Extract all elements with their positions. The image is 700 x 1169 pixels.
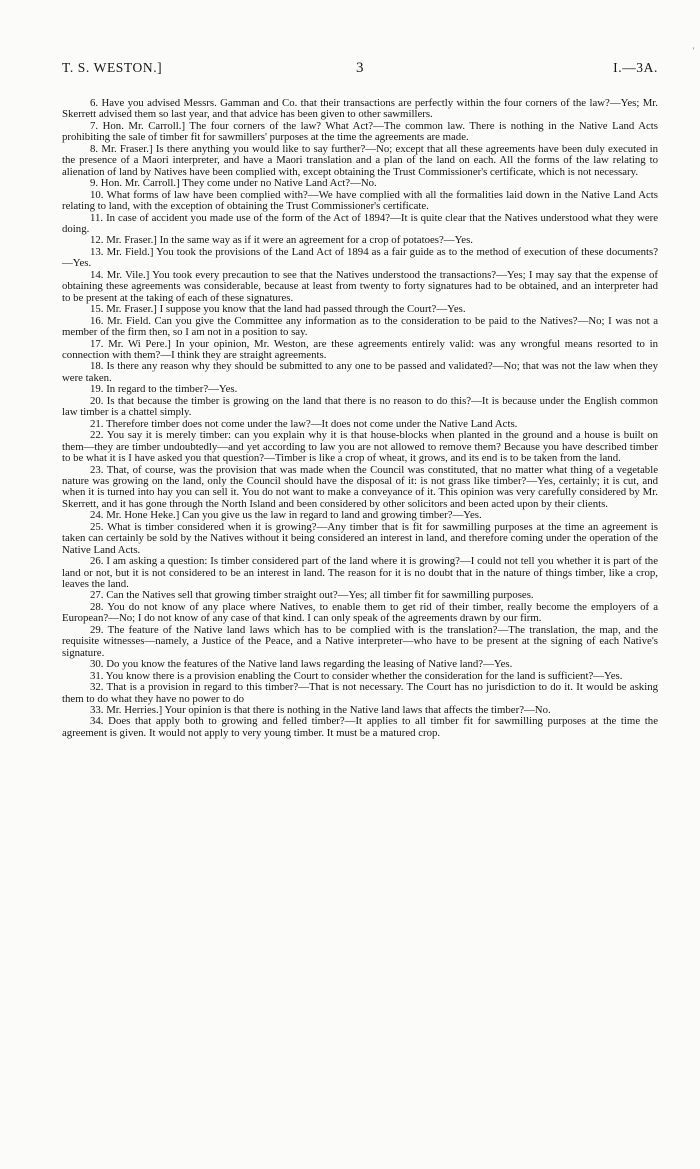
paragraph: 21. Therefore timber does not come under the law?—It does not come under the Native Land Acts. [90,417,518,430]
paragraph: 16. Mr. Field. Can you give the Committee any information as to the consideration to be paid to the Natives?—No; I was not a member of the firm then, so I am not in a position to say. [62,314,658,339]
paper-reference: I.—3A. [613,60,658,75]
paragraph: 27. Can the Natives sell that growing timber straight out?—Yes; all timber fit for sawmilling purposes. [90,589,534,602]
paragraph: 28. You do not know of any place where Natives, to enable them to get rid of their timber, really become the employers of a European?—No; I do not know of any case of that kind. I can only speak of the agreements drawn by our firm. [62,600,658,625]
document-body [62,98,658,739]
paragraph: 25. What is timber considered when it is growing?—Any timber that is fit for sawmilling purposes at the time an agreement is taken can certainly be sold by the Natives without it being considered an interest in land, and therefore coming under the operation of the Native Land Acts. [62,520,658,556]
witness-name: T. S. WESTON.] [62,60,163,75]
paragraph: 23. That, of course, was the provision that was made when the Council was constituted, that no matter what thing of a vegetable nature was growing on the land, only the Council should have the disposal of it: is not grass like timber?—Yes, certainly; it is cut, and when it is turned into hay you can sell it. You do not want to make a conveyance of it. This opinion was very carefully considered by Mr. Skerrett, and it has gone through the North Island and been considered by other solicitors and been acted upon by their clients. [62,463,658,510]
paragraph: 18. Is there any reason why they should be submitted to any one to be passed and validated?—No; that was not the law when they were taken. [62,360,658,384]
paragraph: 10. What forms of law have been complied with?—We have complied with all the formalities laid down in the Native Land Acts relating to land, with the exception of obtaining the Trust Commissioner's certificate. [62,188,658,213]
page-number: 3 [355,60,365,76]
paragraph: 31. You know there is a provision enabling the Court to consider whether the consideration for the land is sufficient?—Yes. [90,669,623,682]
paragraph: 13. Mr. Field.] You took the provisions of the Land Act of 1894 as a fair guide as to the method of execution of these documents?—Yes. [62,245,658,270]
paragraph: 33. Mr. Herries.] Your opinion is that there is nothing in the Native land laws that affects the timber?—No. [90,704,551,717]
paragraph: 30. Do you know the features of the Native land laws regarding the leasing of Native land?—Yes. [90,658,513,671]
paragraph: 17. Mr. Wi Pere.] In your opinion, Mr. Weston, are these agreements entirely valid: was any wrongful means resorted to in connection with them?—I think they are straight agreements. [62,337,658,361]
paragraph: 12. Mr. Fraser.] In the same way as if it were an agreement for a crop of potatoes?—Yes. [90,234,473,247]
paragraph: 26. I am asking a question: Is timber considered part of the land where it is growing?—I could not tell you whether it is part of the land or not, but it is not considered to be an interest in land. The reason for it is no doubt that in the nature of things timber, like a crop, leaves the land. [62,555,658,591]
paragraph: 20. Is that because the timber is growing on the land that there is no reason to do this?—It is because under the English common law timber is a chattel simply. [62,394,658,419]
paragraph: 11. In case of accident you made use of the form of the Act of 1894?—It is quite clear that the Natives understood what they were doing. [62,211,658,235]
paragraph: 14. Mr. Vile.] You took every precaution to see that the Natives understood the transactions?—Yes; I may say that the expense of obtaining these agreements was considerable, because at least from twenty to forty signatures had to be obtained, and an interpreter had to be present at the taking of each of these signatures. [62,268,658,304]
paragraph: 9. Hon. Mr. Carroll.] They come under no Native Land Act?—No. [90,177,377,190]
margin-mark: ' [692,46,694,55]
paragraph: 7. Hon. Mr. Carroll.] The four corners of the law? What Act?—The common law. There is nothing in the Native Land Acts prohibiting the sale of timber fit for sawmillers' purposes at the time the agreements are made. [62,119,658,144]
paragraph: 32. That is a provision in regard to this timber?—That is not necessary. The Court has no jurisdiction to do it. It would be asking them to do what they have no power to do [62,681,658,705]
paragraph: 22. You say it is merely timber: can you explain why it is that house-blocks when planted in the ground and a house is built on them—they are timber undoubtedly—and yet according to law you are not allowed to remove them? Because you have described timber to be what it is I have asked you that question?—Timber is like a crop of wheat, it grows, and its end is to be taken from the land. [62,429,658,465]
paragraph: 24. Mr. Hone Heke.] Can you give us the law in regard to land and growing timber?—Yes. [90,509,482,522]
paragraph: 8. Mr. Fraser.] Is there anything you would like to say further?—No; except that all these agreements have been duly executed in the presence of a Maori interpreter, and have a Maori translation and a plan of the land on each. All the forms of the law relating to alienation of land by Natives have been complied with, except obtaining the Trust Commissioner's certificate, which is not necessary. [62,142,658,178]
paragraph: 34. Does that apply both to growing and felled timber?—It applies to all timber fit for sawmilling purposes at the time the agreement is given. It would not apply to very young timber. It must be a matured crop. [62,715,658,739]
paragraph: 29. The feature of the Native land laws which has to be complied with is the translation?—The translation, the map, and the requisite witnesses—namely, a Justice of the Peace, and a Native interpreter—who have to be present at the signing of each Native's signature. [62,623,658,659]
paragraph: 19. In regard to the timber?—Yes. [90,383,238,396]
page-header [62,60,658,84]
paragraph: 6. Have you advised Messrs. Gamman and Co. that their transactions are perfectly within the four corners of the law?—Yes; Mr. Skerrett advised them so last year, and that advice has been given to other sawmillers. [62,97,658,121]
paragraph: 15. Mr. Fraser.] I suppose you know that the land had passed through the Court?—Yes. [90,303,466,316]
